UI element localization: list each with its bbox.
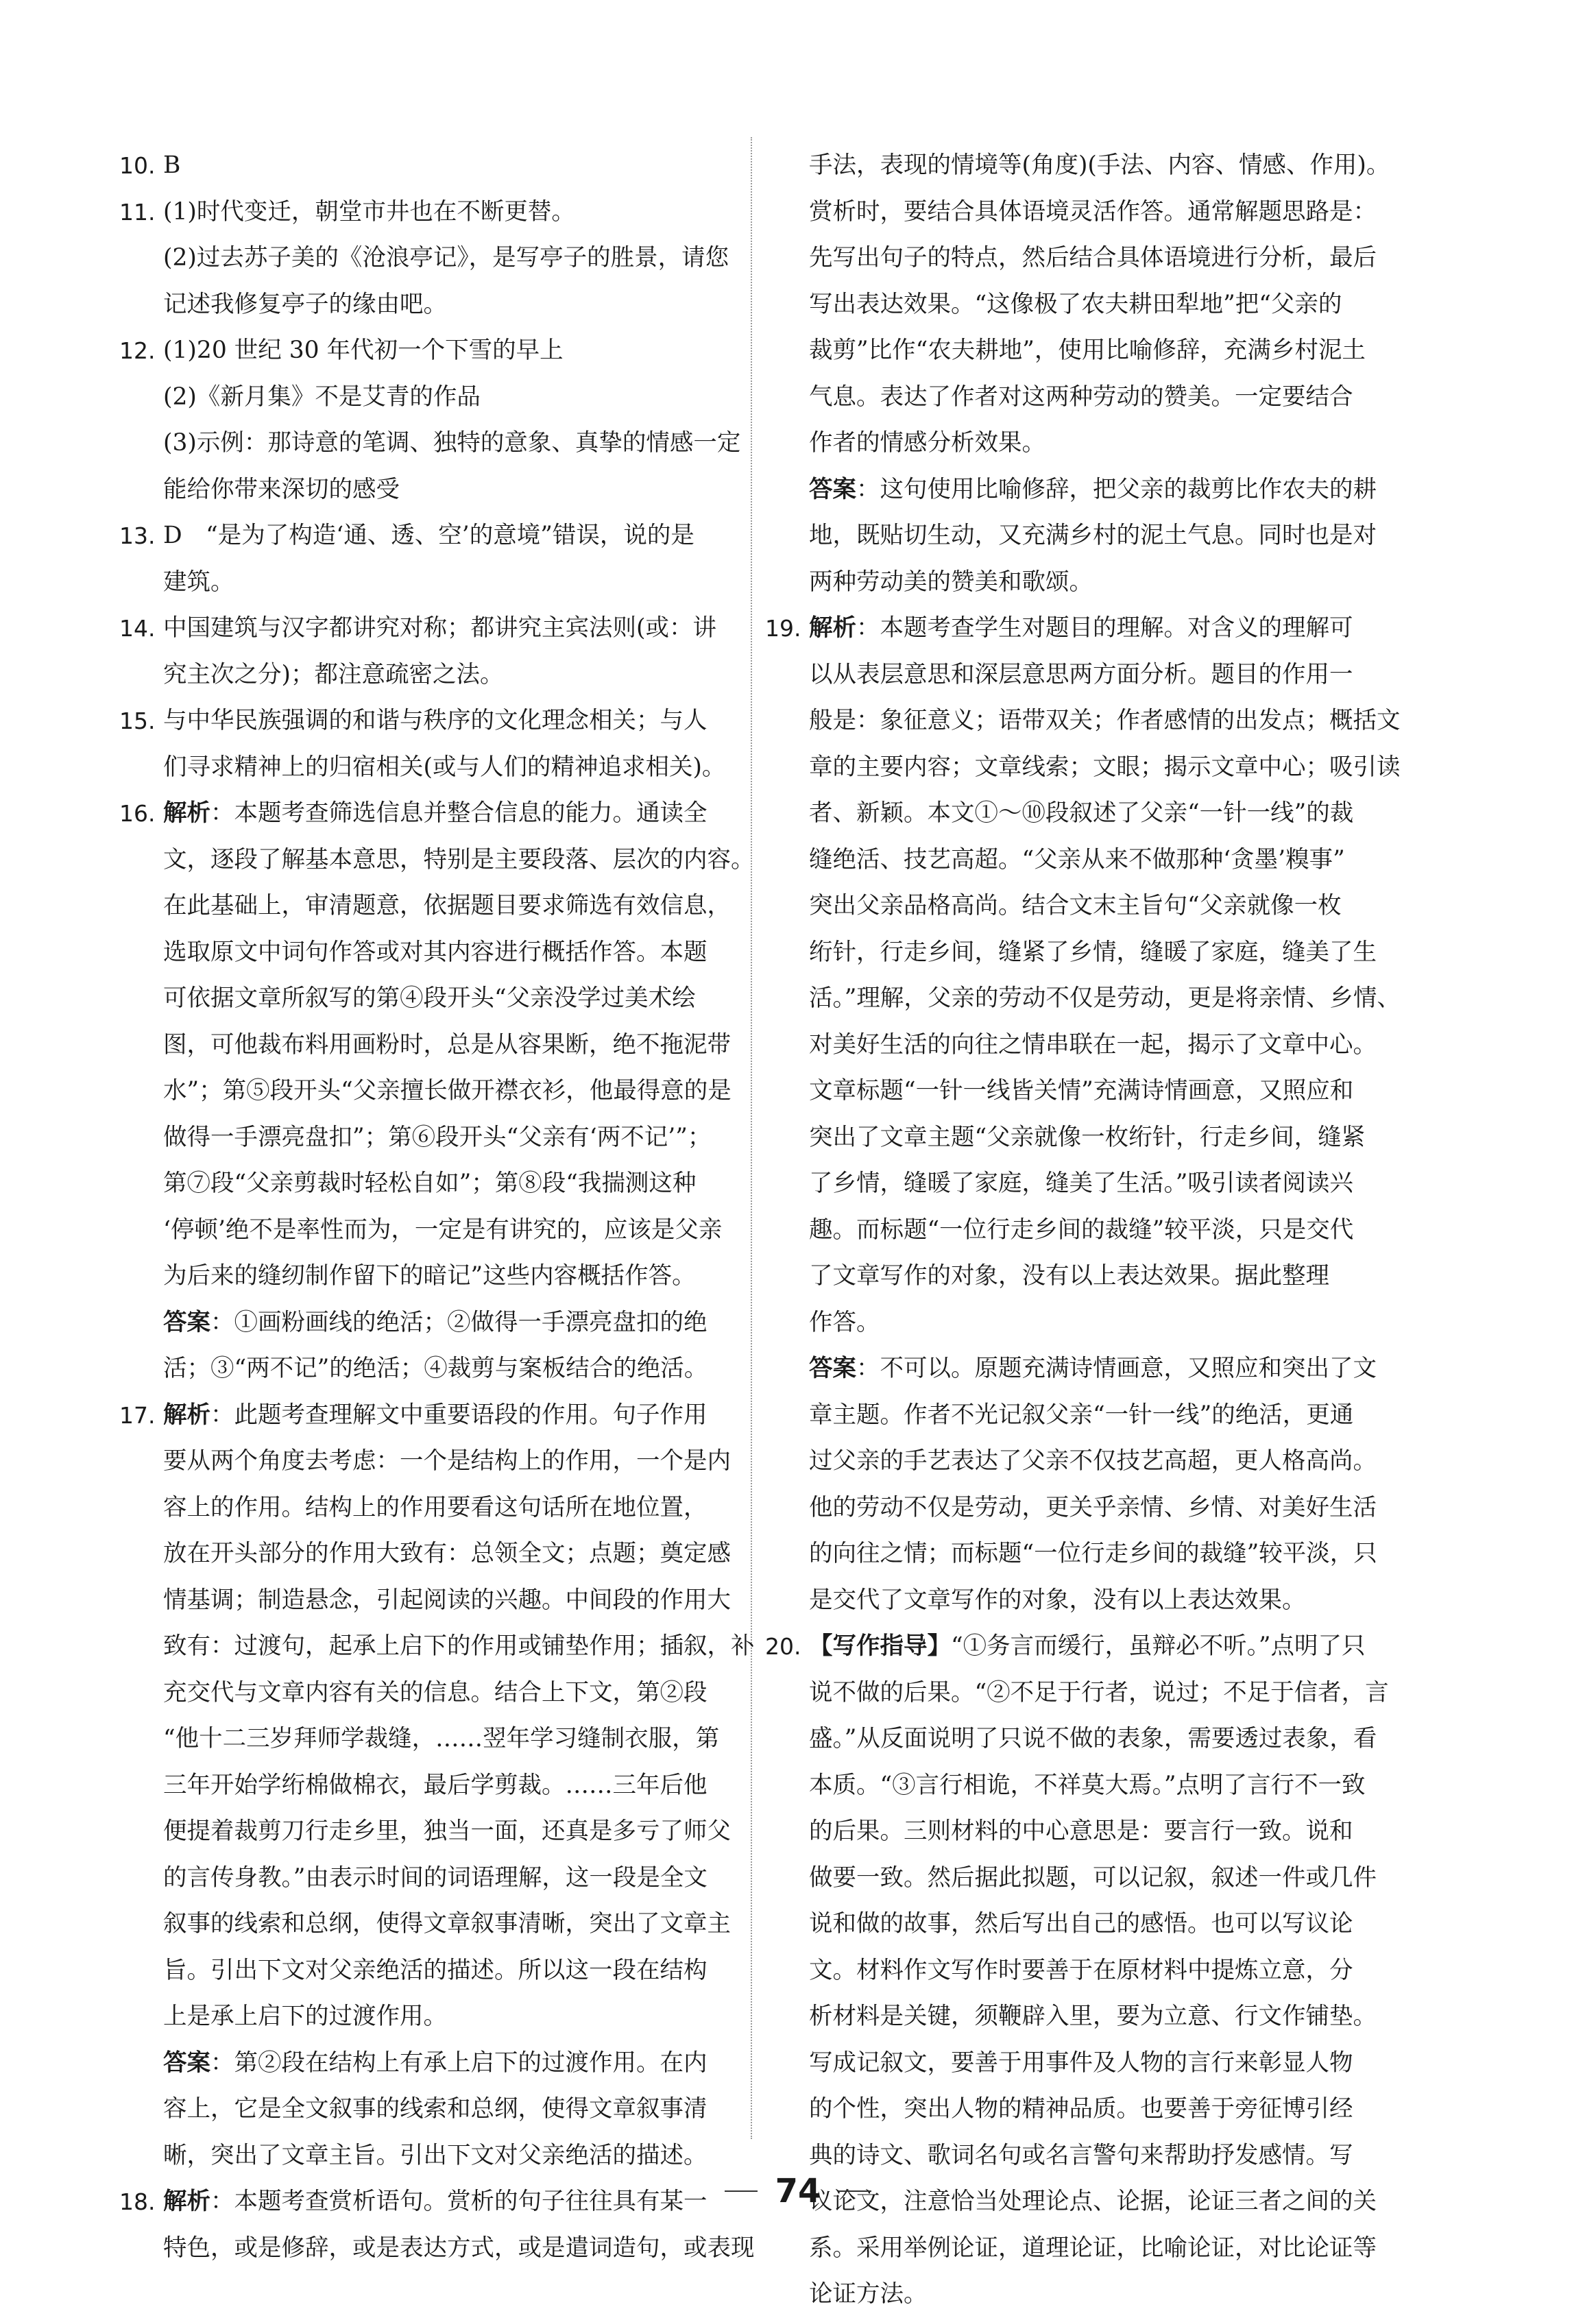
analysis-line: 图，可他裁布料用画粉时，总是从容果断，绝不拖泥带: [163, 1030, 731, 1059]
answer-line: 们寻求精神上的归宿相关(或与人们的精神追求相关)。: [163, 753, 726, 781]
analysis-text: ：此题考查理解文中重要语段的作用。句子作用: [210, 1401, 708, 1429]
answer-14: [119, 605, 739, 698]
analysis-line: 作答。: [809, 1308, 880, 1336]
answer-11: [119, 189, 739, 328]
answer-19: [765, 605, 1418, 1623]
analysis-line: 为后来的缝纫制作留下的暗记”这些内容概括作答。: [163, 1262, 696, 1290]
answer-line: 中国建筑与汉字都讲究对称；都讲究主宾法则(或：讲: [163, 614, 716, 642]
item-number: 11.: [119, 198, 156, 226]
analysis-line: 特色，或是修辞，或是表达方式，或是遣词造句，或表现: [163, 2234, 755, 2262]
answer-line: (2)《新月集》不是艾青的作品: [163, 383, 481, 411]
writing-guide-line: 论证方法。: [809, 2280, 928, 2308]
analysis-line: 突出父亲品格高尚。结合文末主旨句“父亲就像一枚: [809, 892, 1342, 919]
answer-label: 答案: [163, 2049, 210, 2077]
answer-text: ：不可以。原题充满诗情画意，又照应和突出了文: [856, 1355, 1377, 1382]
analysis-line: 便提着裁剪刀行走乡里，独当一面，还真是多亏了师父: [163, 1818, 731, 1845]
analysis-line: 般是：象征意义；语带双关；作者感情的出发点；概括文: [809, 707, 1401, 734]
answer-label: 答案: [809, 475, 856, 503]
answer-10: [119, 143, 739, 189]
answer-17: [119, 1392, 755, 2180]
answer-20: [765, 1623, 1418, 2318]
writing-guide-line: 议论文，注意恰当处理论点、论据，论证三者之间的关: [809, 2188, 1377, 2215]
analysis-line: 旨。引出下文对父亲绝活的描述。所以这一段在结构: [163, 1956, 708, 1984]
item-number: 13.: [119, 522, 156, 549]
analysis-line: 情基调；制造悬念，引起阅读的兴趣。中间段的作用大: [163, 1586, 731, 1614]
answer-line: 容上，它是全文叙事的线索和总纲，使得文章叙事清: [163, 2095, 708, 2123]
answer-first-line: [163, 2040, 739, 2087]
analysis-line: 先写出句子的特点，然后结合具体语境进行分析，最后: [809, 244, 1377, 271]
answer-first-line: [163, 1300, 739, 1347]
writing-guide-text: “①务言而缓行，虽辩必不听。”点明了只: [951, 1632, 1366, 1660]
answer-line: D “是为了构造‘通、透、空’的意境”错误，说的是: [163, 522, 694, 549]
analysis-line: 致有：过渡句，起承上启下的作用或铺垫作用；插叙，补: [163, 1632, 755, 1660]
analysis-first-line: [163, 1392, 739, 1439]
analysis-line: 叙事的线索和总纲，使得文章叙事清晰，突出了文章主: [163, 1910, 731, 1937]
answer-line: 地，既贴切生动，又充满乡村的泥土气息。同时也是对: [809, 522, 1377, 549]
page-number: 74: [775, 2172, 821, 2210]
writing-guide-line: 文。材料作文写作时要善于在原材料中提炼立意，分: [809, 1956, 1353, 1984]
analysis-line: 可依据文章所叙写的第④段开头“父亲没学过美术绘: [163, 985, 696, 1012]
analysis-line: 的言传身教。”由表示时间的词语理解，这一段是全文: [163, 1863, 708, 1892]
analysis-line: 缝绝活、技艺高超。“父亲从来不做那种‘贪墨’糗事”: [809, 845, 1345, 873]
analysis-line: 趣。而标题“一位行走乡间的裁缝”较平淡，只是交代: [809, 1216, 1354, 1244]
answer-line: 建筑。: [163, 568, 234, 596]
writing-guide-line: 本质。“③言行相诡，不祥莫大焉。”点明了言行不一致: [809, 1771, 1366, 1799]
writing-guide-line: 系。采用举例论证，道理论证，比喻论证，对比论证等: [809, 2234, 1377, 2262]
analysis-text: ：本题考查学生对题目的理解。对含义的理解可: [856, 614, 1353, 642]
analysis-line: 第⑦段“父亲剪裁时轻松自如”；第⑧段“我揣测这种: [163, 1170, 697, 1197]
answer-line: 究主次之分)；都注意疏密之法。: [163, 660, 504, 688]
analysis-line: 上是承上启下的过渡作用。: [163, 2003, 447, 2030]
answer-line: 是交代了文章写作的对象，没有以上表达效果。: [809, 1586, 1306, 1614]
analysis-line: 文，逐段了解基本意思，特别是主要段落、层次的内容。: [163, 845, 755, 873]
answer-line: (2)过去苏子美的《沧浪亭记》，是写亭子的胜景，请您: [163, 244, 729, 271]
writing-guide-line: 盛。”从反面说明了只说不做的表象，需要透过表象，看: [809, 1725, 1377, 1752]
analysis-line: 了乡情，缝暖了家庭，缝美了生活。”吸引读者阅读兴: [809, 1170, 1353, 1197]
writing-guide-line: 说和做的故事，然后写出自己的感悟。也可以写议论: [809, 1910, 1353, 1937]
answer-text: ：第②段在结构上有承上启下的过渡作用。在内: [210, 2049, 708, 2077]
answer-line: 过父亲的手艺表达了父亲不仅技艺高超，更人格高尚。: [809, 1447, 1377, 1475]
analysis-label: 解析: [163, 1401, 210, 1429]
analysis-first-line: [809, 605, 1418, 652]
writing-guide-line: 的个性，突出人物的精神品质。也要善于旁征博引经: [809, 2095, 1353, 2123]
analysis-line: 裁剪”比作“农夫耕地”，使用比喻修辞，充满乡村泥土: [809, 337, 1366, 364]
answer-line: 记述我修复亭子的缘由吧。: [163, 290, 447, 318]
writing-guide-line: 的后果。三则材料的中心意思是：要言行一致。说和: [809, 1818, 1353, 1845]
writing-guide-line: 写成记叙文，要善于用事件及人物的言行来彰显人物: [809, 2049, 1353, 2077]
answer-line: 能给你带来深切的感受: [163, 475, 400, 503]
answer-line: (1)20 世纪 30 年代初一个下雪的早上: [163, 337, 564, 364]
item-number: 19.: [765, 615, 801, 642]
analysis-line: 手法，表现的情境等(角度)(手法、内容、情感、作用)。: [809, 152, 1390, 179]
answer-line: 两种劳动美的赞美和歌颂。: [809, 568, 1093, 596]
item-number: 17.: [119, 1401, 156, 1429]
analysis-line: 在此基础上，审清题意，依据题目要求筛选有效信息，: [163, 892, 731, 919]
analysis-line: ‘停顿’绝不是率性而为，一定是有讲究的，应该是父亲: [163, 1216, 723, 1244]
answer-18-continued: [765, 143, 1418, 605]
right-column: [765, 143, 1418, 2318]
item-number: 10.: [119, 152, 156, 179]
column-divider: [751, 137, 752, 2139]
answer-line: 的向往之情；而标题“一位行走乡间的裁缝”较平淡，只: [809, 1540, 1377, 1567]
analysis-line: 气息。表达了作者对这两种劳动的赞美。一定要结合: [809, 383, 1353, 411]
answer-label: 答案: [809, 1355, 856, 1382]
analysis-line: 突出了文章主题“父亲就像一枚绗针，行走乡间，缝紧: [809, 1123, 1366, 1151]
footer-dash-right: [838, 2190, 871, 2192]
analysis-line: 要从两个角度去考虑：一个是结构上的作用，一个是内: [163, 1447, 731, 1475]
analysis-text: ：本题考查赏析语句。赏析的句子往往具有某一: [210, 2188, 708, 2215]
answer-text: B: [163, 152, 181, 179]
answer-12: [119, 328, 739, 513]
analysis-line: 者、新颖。本文①～⑩段叙述了父亲“一针一线”的裁: [809, 799, 1354, 827]
analysis-line: 作者的情感分析效果。: [809, 429, 1045, 457]
answer-first-line: [809, 467, 1418, 514]
answer-first-line: [809, 1346, 1418, 1392]
item-number: 12.: [119, 337, 156, 364]
analysis-label: 解析: [163, 799, 210, 827]
analysis-line: 章的主要内容；文章线索；文眼；揭示文章中心；吸引读: [809, 753, 1401, 781]
writing-guide-line: 说不做的后果。“②不足于行者，说过；不足于信者，言: [809, 1678, 1389, 1706]
analysis-line: 做得一手漂亮盘扣”；第⑥段开头“父亲有‘两不记’”；: [163, 1123, 712, 1151]
answer-line: 晰，突出了文章主旨。引出下文对父亲绝活的描述。: [163, 2141, 708, 2169]
analysis-line: 写出表达效果。“这像极了农夫耕田犁地”把“父亲的: [809, 290, 1342, 318]
item-number: 20.: [765, 1633, 801, 1660]
writing-guide-first-line: [809, 1623, 1418, 1670]
answer-line: (1)时代变迁，朝堂市井也在不断更替。: [163, 197, 575, 226]
analysis-line: 放在开头部分的作用大致有：总领全文；点题；奠定感: [163, 1540, 731, 1567]
analysis-line: 充交代与文章内容有关的信息。结合上下文，第②段: [163, 1678, 708, 1706]
writing-guide-line: 典的诗文、歌词名句或名言警句来帮助抒发感情。写: [809, 2141, 1353, 2169]
answer-text: ：这句使用比喻修辞，把父亲的裁剪比作农夫的耕: [856, 475, 1377, 503]
analysis-line: 了文章写作的对象，没有以上表达效果。据此整理: [809, 1262, 1329, 1290]
item-number: 18.: [119, 2188, 156, 2215]
analysis-line: “他十二三岁拜师学裁缝，……翌年学习缝制衣服，第: [163, 1725, 720, 1752]
analysis-label: 解析: [163, 2188, 210, 2215]
analysis-line: 以从表层意思和深层意思两方面分析。题目的作用一: [809, 660, 1353, 688]
page-footer: [0, 2172, 1596, 2210]
answer-line: (3)示例：那诗意的笔调、独特的意象、真挚的情感一定: [163, 429, 741, 457]
item-number: 15.: [119, 708, 156, 734]
analysis-line: 三年开始学绗棉做棉衣，最后学剪裁。……三年后他: [163, 1771, 708, 1799]
answer-16: [119, 790, 755, 1392]
answer-line: 他的劳动不仅是劳动，更关乎亲情、乡情、对美好生活: [809, 1493, 1377, 1521]
analysis-line: 绗针，行走乡间，缝紧了乡情，缝暖了家庭，缝美了生: [809, 938, 1377, 966]
left-column: [119, 143, 755, 2271]
answer-line: 活；③“两不记”的绝活；④裁剪与案板结合的绝活。: [163, 1355, 708, 1382]
answer-text: ：①画粉画线的绝活；②做得一手漂亮盘扣的绝: [210, 1308, 708, 1336]
answer-label: 答案: [163, 1308, 210, 1336]
analysis-line: 容上的作用。结构上的作用要看这句话所在地位置，: [163, 1493, 708, 1521]
writing-guide-line: 做要一致。然后据此拟题，可以记叙，叙述一件或几件: [809, 1863, 1377, 1892]
analysis-line: 对美好生活的向往之情串联在一起，揭示了文章中心。: [809, 1030, 1377, 1059]
answer-13: [119, 513, 739, 605]
writing-guide-line: 析材料是关键，须鞭辟入里，要为立意、行文作铺垫。: [809, 2003, 1377, 2030]
answer-line: 与中华民族强调的和谐与秩序的文化理念相关；与人: [163, 707, 708, 734]
footer-dash-left: [725, 2190, 758, 2192]
analysis-label: 解析: [809, 614, 856, 642]
answer-line: 章主题。作者不光记叙父亲“一针一线”的绝活，更通: [809, 1401, 1354, 1429]
analysis-first-line: [163, 790, 739, 837]
analysis-line: 活。”理解，父亲的劳动不仅是劳动，更是将亲情、乡情、: [809, 985, 1401, 1012]
analysis-line: 选取原文中词句作答或对其内容进行概括作答。本题: [163, 938, 708, 966]
item-number: 14.: [119, 615, 156, 642]
analysis-line: 水”；第⑤段开头“父亲擅长做开襟衣衫，他最得意的是: [163, 1077, 732, 1104]
writing-guide-label: 【写作指导】: [809, 1632, 951, 1660]
item-number: 16.: [119, 800, 156, 827]
answer-15: [119, 698, 739, 790]
analysis-line: 赏析时，要结合具体语境灵活作答。通常解题思路是：: [809, 197, 1377, 226]
analysis-line: 文章标题“一针一线皆关情”充满诗情画意，又照应和: [809, 1077, 1354, 1104]
analysis-text: ：本题考查筛选信息并整合信息的能力。通读全: [210, 799, 708, 827]
